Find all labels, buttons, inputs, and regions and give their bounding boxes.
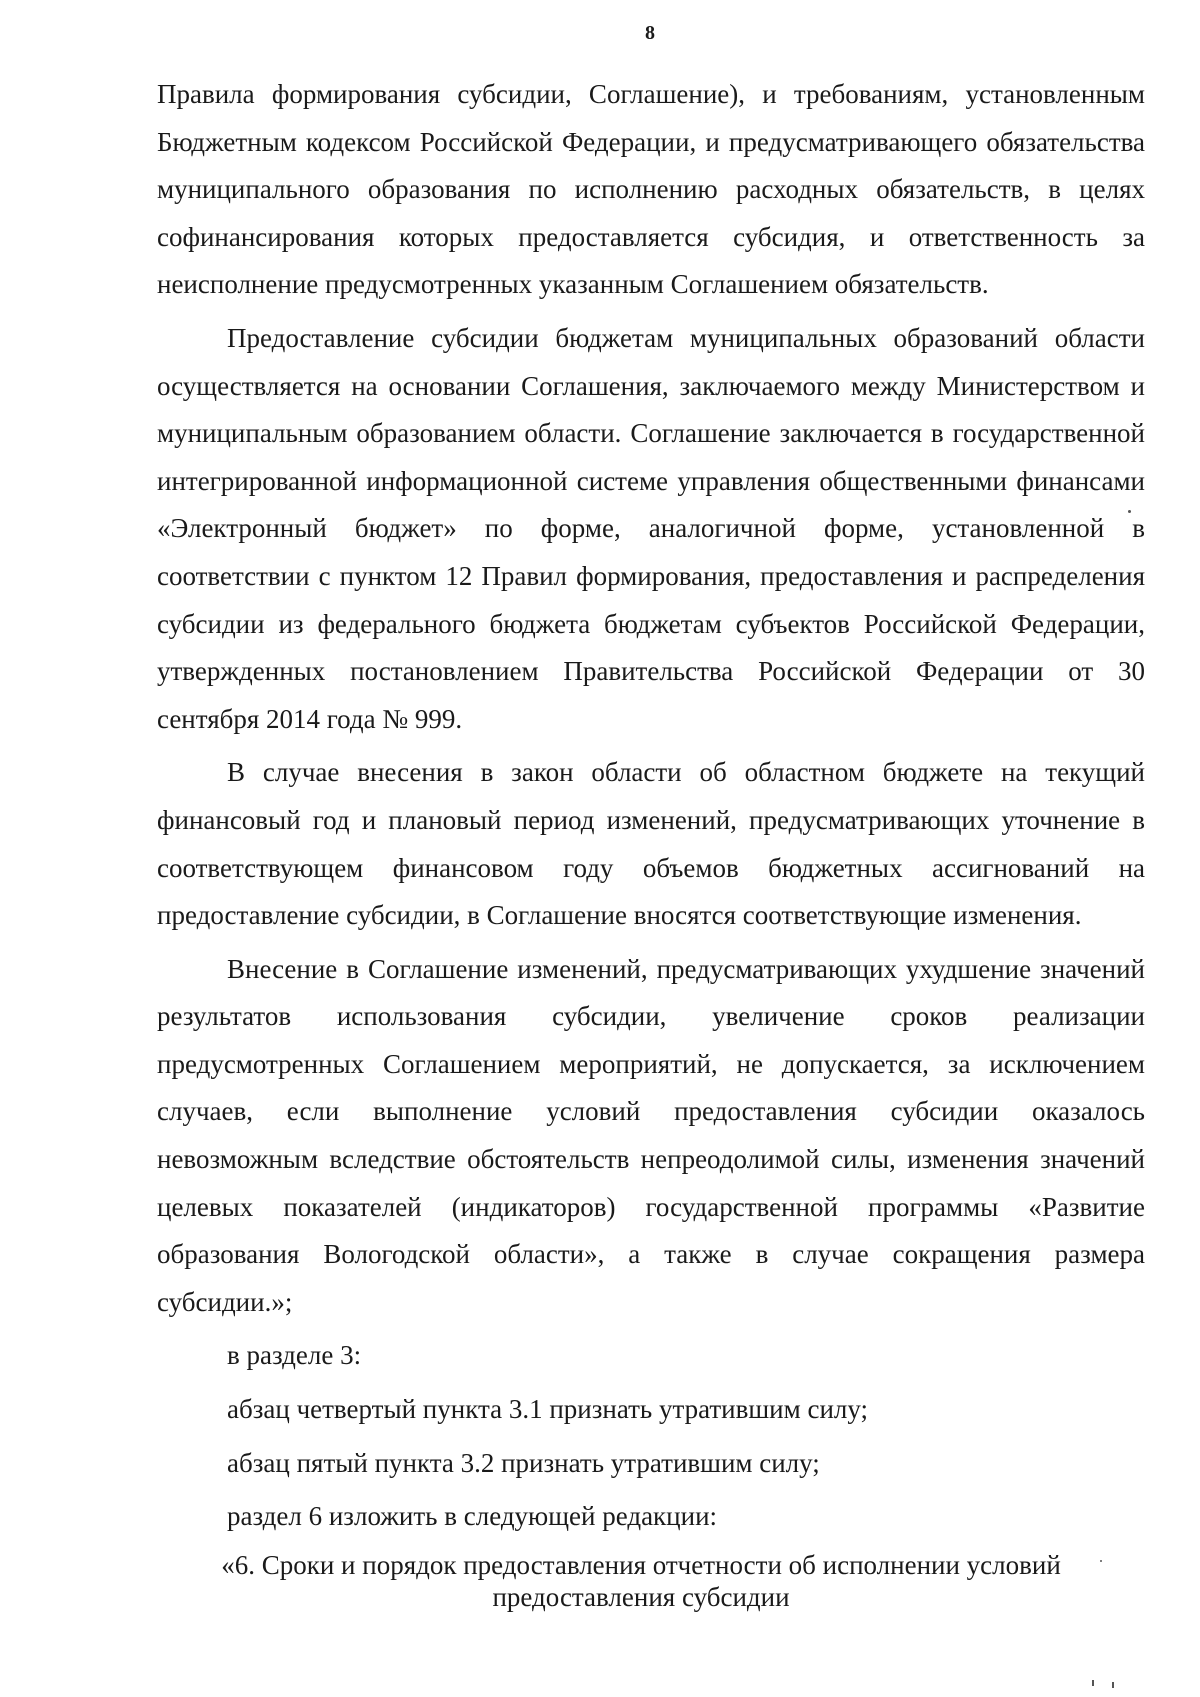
line-clause-3-1: абзац четвертый пункта 3.1 признать утратившим силу; — [227, 1394, 869, 1425]
line-section-3: в разделе 3: — [227, 1340, 362, 1371]
line-clause-3-2: абзац пятый пункта 3.2 признать утратившим силу; — [227, 1447, 820, 1478]
scan-speck — [1128, 510, 1131, 513]
paragraph-continuation: Правила формирования субсидии, Соглашение), и требованиям, установленным Бюджетным кодексом Российской Федерации, и предусматривающего обязательства муниципального образования по исполнению расходных обязательств, в целях софинансирования которых предоставляется субсидия, и ответственность за неисполнение предусмотренных указанным Соглашением обязательств. — [157, 79, 1145, 300]
paragraph-agreement-amendments: Внесение в Соглашение изменений, предусматривающих ухудшение значений результатов использования субсидии, увеличение сроков реализации предусмотренных Соглашением мероприятий, не допускается, за исключением случаев, если выполнение условий предоставления субсидии оказалось невозможным вследствие обстоятельств непреодолимой силы, изменения значений целевых показателей (индикаторов) государственной программы «Развитие образования Вологодской области», а также в случае сокращения размера субсидии.»; — [157, 953, 1145, 1317]
paragraph-budget-changes: В случае внесения в закон области об областном бюджете на текущий финансовый год и плановый период изменений, предусматривающих уточнение в соответствующем финансовом году объемов бюджетных ассигнований на предоставление субсидии, в Соглашение вносятся соответствующие изменения. — [157, 757, 1145, 931]
scan-speck — [1092, 1680, 1094, 1686]
scan-speck — [1100, 1560, 1102, 1562]
line-section-6: раздел 6 изложить в следующей редакции: — [227, 1501, 718, 1532]
document-body — [157, 71, 1145, 1613]
page-number: 8 — [645, 22, 655, 44]
paragraph-agreement-basis: Предоставление субсидии бюджетам муниципальных образований области осуществляется на основании Соглашения, заключаемого между Министерством и муниципальным образованием области. Соглашение заключается в государственной интегрированной информационной системе управления общественными финансами «Электронный бюджет» по форме, аналогичной форме, установленной в соответствии с пунктом 12 Правил формирования, предоставления и распределения субсидии из федерального бюджета бюджетам субъектов Российской Федерации, утвержденных постановлением Правительства Российской Федерации от 30 сентября 2014 года № 999. — [157, 322, 1145, 734]
scan-speck — [1112, 1682, 1114, 1688]
section-heading: «6. Сроки и порядок предоставления отчетности об исполнении условий предоставления субсидии — [221, 1549, 1061, 1612]
